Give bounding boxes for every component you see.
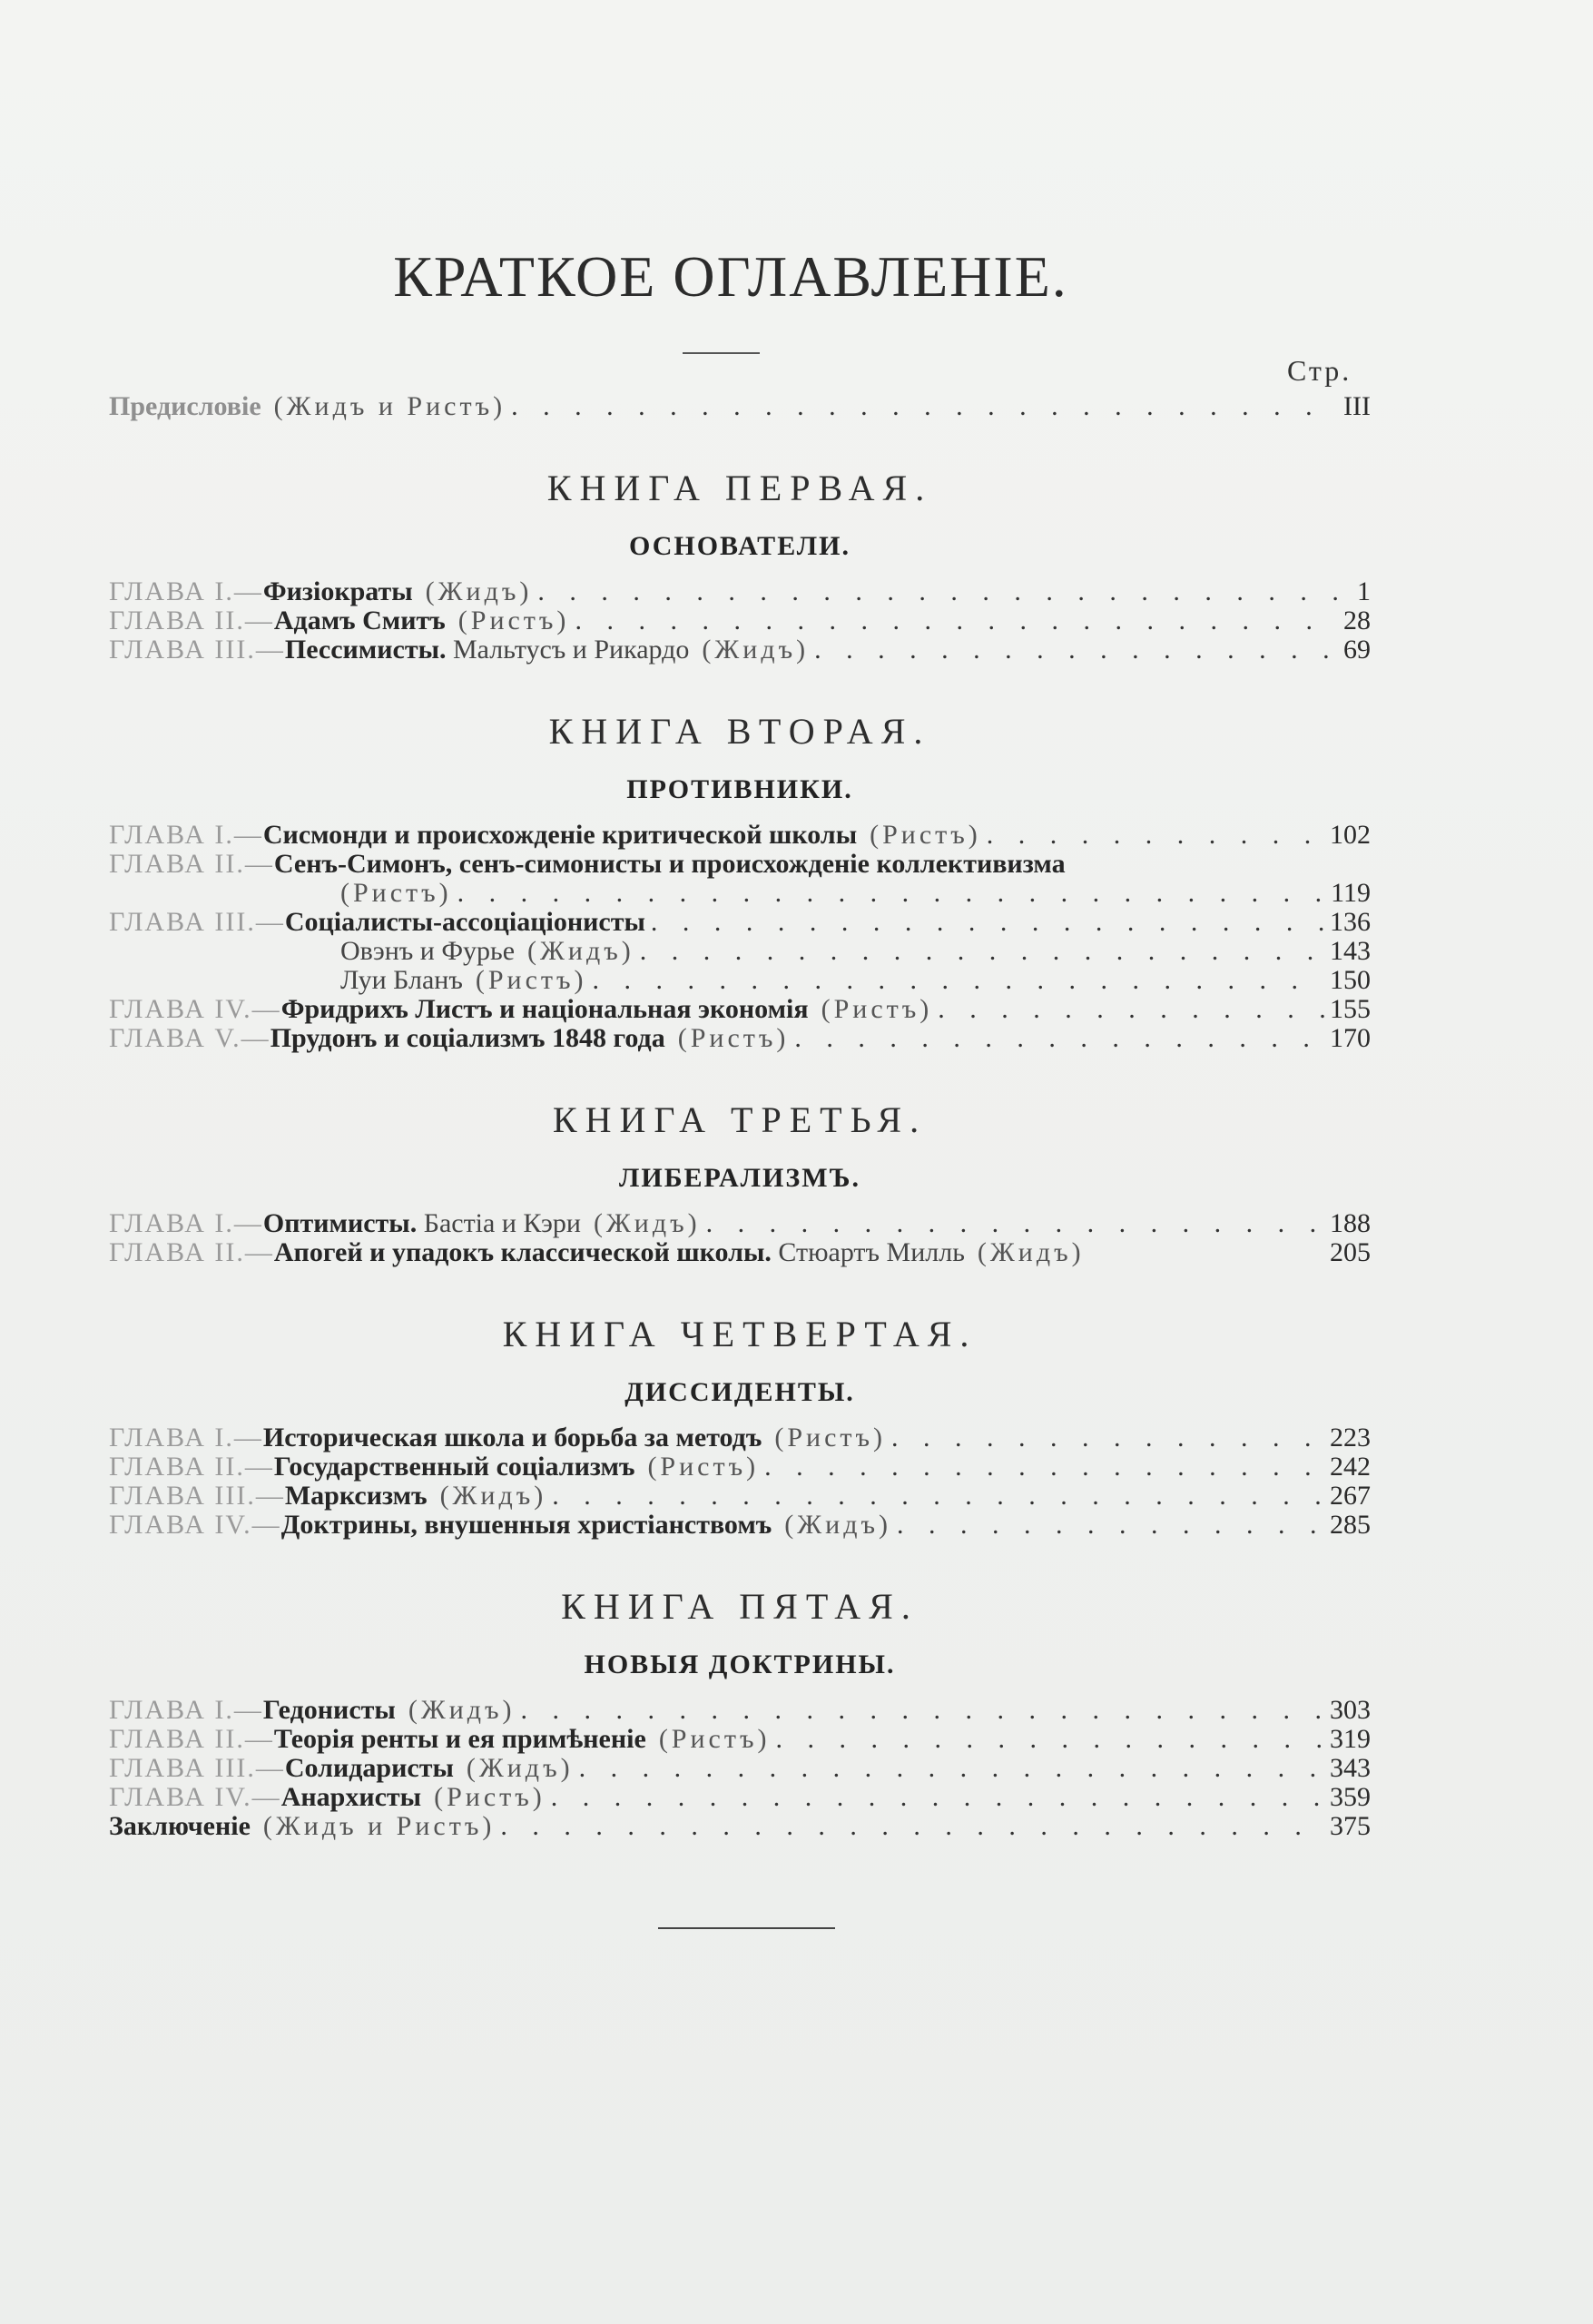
chapter-authors: (Ристъ)	[475, 965, 587, 995]
chapter-heading: Анархисты	[280, 1782, 422, 1812]
chapter-heading: Сенъ-Симонъ, сенъ-симонисты и происхожденіе коллективизма	[273, 849, 1066, 879]
leader-dots	[987, 821, 1324, 850]
chapter-prefix: ГЛАВА IV.—	[109, 1782, 281, 1812]
chapter-prefix: ГЛАВА II.—	[109, 606, 274, 635]
leader-dots	[457, 879, 1325, 908]
chapter-authors: (Жидъ)	[466, 1753, 574, 1783]
chapter-authors: (Жидъ)	[593, 1208, 701, 1238]
page-number: 136	[1330, 907, 1371, 937]
top-divider	[683, 352, 760, 354]
toc-entry	[109, 1209, 1371, 1238]
page-number: 155	[1330, 994, 1371, 1024]
chapter-prefix: ГЛАВА II.—	[109, 1452, 274, 1482]
chapter-authors: (Жидъ)	[784, 1510, 891, 1540]
book-title: КНИГА ЧЕТВЕРТАЯ.	[502, 1314, 978, 1354]
chapter-heading: Солидаристы	[284, 1753, 454, 1783]
page-number: 188	[1330, 1208, 1371, 1238]
toc-entry	[109, 1511, 1371, 1540]
page-number: 143	[1330, 936, 1371, 966]
page-number: 375	[1330, 1811, 1371, 1841]
leader-dots	[764, 1452, 1324, 1482]
leader-dots	[706, 1209, 1324, 1238]
page-number: 150	[1330, 965, 1371, 995]
page-number: 205	[1330, 1237, 1371, 1267]
chapter-prefix: ГЛАВА V.—	[109, 1023, 270, 1053]
table-of-contents	[109, 392, 1371, 1841]
page-number: 303	[1330, 1695, 1371, 1725]
chapter-subheading: Овэнъ и Фурье	[340, 936, 516, 966]
page-number: 359	[1330, 1782, 1371, 1812]
chapter-heading: Государственный соціализмъ	[273, 1452, 635, 1482]
chapter-heading: Марксизмъ	[284, 1481, 428, 1511]
leader-dots	[500, 1812, 1324, 1841]
chapter-subheading: Бастіа и Кэри	[417, 1208, 581, 1238]
toc-entry	[109, 1812, 1371, 1841]
chapter-authors: (Ристъ)	[457, 606, 570, 635]
chapter-prefix: ГЛАВА I.—	[109, 576, 263, 606]
toc-entry	[109, 908, 1371, 937]
chapter-subheading: Стюартъ Милль	[771, 1237, 965, 1267]
chapter-authors: (Ристъ)	[774, 1423, 887, 1452]
chapter-prefix: ГЛАВА III.—	[109, 1481, 285, 1511]
chapter-authors: (Ристъ)	[677, 1023, 790, 1053]
chapter-prefix: ГЛАВА II.—	[109, 849, 274, 879]
chapter-heading: Доктрины, внушенныя христіанствомъ	[280, 1510, 772, 1540]
toc-entry	[109, 1783, 1371, 1812]
page-number: 223	[1330, 1423, 1371, 1452]
page-number: 285	[1330, 1510, 1371, 1540]
chapter-heading: Пессимисты.	[284, 635, 447, 665]
chapter-heading: Историческая школа и борьба за методъ	[262, 1423, 762, 1452]
chapter-heading: Оптимисты.	[262, 1208, 418, 1238]
leader-dots	[794, 1024, 1324, 1053]
leader-dots	[775, 1725, 1324, 1754]
leader-dots	[593, 966, 1324, 995]
leader-dots	[551, 1783, 1324, 1812]
leader-dots	[579, 1754, 1324, 1783]
toc-entry	[109, 1754, 1371, 1783]
chapter-authors: (Жидъ)	[977, 1237, 1085, 1267]
preface-entry	[109, 392, 1371, 421]
chapter-prefix: ГЛАВА IV.—	[109, 1510, 281, 1540]
chapter-authors: (Жидъ)	[408, 1695, 516, 1725]
book-subtitle: ЛИБЕРАЛИЗМЪ.	[619, 1163, 860, 1193]
chapter-authors: (Жидъ)	[439, 1481, 547, 1511]
toc-entry	[109, 577, 1371, 606]
page-number: 319	[1330, 1724, 1371, 1754]
page-number: 242	[1330, 1452, 1371, 1482]
toc-entry	[109, 821, 1371, 850]
page-number: 102	[1330, 820, 1371, 850]
chapter-heading: Физіократы	[262, 576, 413, 606]
chapter-heading: Гедонисты	[262, 1695, 396, 1725]
preface-authors: (Жидъ и Ристъ)	[273, 391, 506, 421]
book-title: КНИГА ПЕРВАЯ.	[546, 468, 933, 508]
chapter-authors: (Ристъ)	[340, 878, 452, 908]
chapter-authors: (Ристъ)	[434, 1782, 546, 1812]
toc-entry	[109, 1725, 1371, 1754]
chapter-prefix: ГЛАВА IV.—	[109, 994, 281, 1024]
page-title: КРАТКОЕ ОГЛАВЛЕНІЕ.	[393, 244, 1068, 309]
chapter-prefix: ГЛАВА I.—	[109, 1423, 263, 1452]
leader-dots	[521, 1696, 1324, 1725]
preface-heading: Предисловіе	[109, 391, 261, 421]
toc-entry	[109, 635, 1371, 665]
chapter-prefix: ГЛАВА III.—	[109, 907, 285, 937]
toc-entry	[109, 606, 1371, 635]
chapter-heading: Фридрихъ Листъ и національная экономія	[280, 994, 809, 1024]
toc-entry	[109, 879, 1371, 908]
book-subtitle: ДИССИДЕНТЫ.	[624, 1377, 855, 1407]
chapter-prefix: ГЛАВА III.—	[109, 635, 285, 665]
leader-dots	[511, 392, 1338, 421]
toc-entry	[109, 850, 1371, 879]
page-number: 343	[1330, 1753, 1371, 1783]
book-subtitle: ОСНОВАТЕЛИ.	[629, 531, 851, 561]
page-column-label: Стр.	[1287, 354, 1352, 387]
toc-entry	[109, 1238, 1371, 1267]
bottom-divider	[658, 1927, 835, 1929]
page-number: 69	[1343, 635, 1371, 665]
chapter-heading: Прудонъ и соціализмъ 1848 года	[270, 1023, 665, 1053]
chapter-authors: (Ристъ)	[870, 820, 981, 850]
chapter-subheading: Мальтусъ и Рикардо	[446, 635, 690, 665]
leader-dots	[640, 937, 1324, 966]
page-number: 170	[1330, 1023, 1371, 1053]
chapter-authors: (Жидъ)	[527, 936, 634, 966]
toc-entry	[109, 1452, 1371, 1482]
book-subtitle: ПРОТИВНИКИ.	[626, 774, 853, 804]
toc-entry	[109, 1696, 1371, 1725]
chapter-heading: Заключеніе	[109, 1811, 251, 1841]
toc-entry	[109, 995, 1371, 1024]
chapter-heading: Сисмонди и происхожденіе критической школы	[262, 820, 858, 850]
book-title: КНИГА ВТОРАЯ.	[548, 711, 931, 752]
leader-dots	[552, 1482, 1324, 1511]
toc-entry	[109, 1423, 1371, 1452]
leader-dots	[814, 635, 1338, 665]
book-subtitle: НОВЫЯ ДОКТРИНЫ.	[584, 1649, 896, 1679]
chapter-authors: (Ристъ)	[658, 1724, 771, 1754]
chapter-prefix: ГЛАВА I.—	[109, 820, 263, 850]
leader-dots	[537, 577, 1352, 606]
chapter-heading: Теорія ренты и ея примѣненіе	[273, 1724, 646, 1754]
chapter-prefix: ГЛАВА I.—	[109, 1695, 263, 1725]
toc-entry	[109, 1024, 1371, 1053]
chapter-prefix: ГЛАВА I.—	[109, 1208, 263, 1238]
leader-dots	[575, 606, 1338, 635]
leader-dots	[897, 1511, 1324, 1540]
book-title: КНИГА ТРЕТЬЯ.	[552, 1099, 928, 1140]
chapter-prefix: ГЛАВА III.—	[109, 1753, 285, 1783]
leader-dots	[651, 908, 1324, 937]
chapter-authors: (Ристъ)	[821, 994, 933, 1024]
page-number: III	[1343, 391, 1371, 421]
page-number: 1	[1357, 576, 1371, 606]
leader-dots	[891, 1423, 1324, 1452]
book-title: КНИГА ПЯТАЯ.	[561, 1586, 919, 1627]
chapter-authors: (Жидъ)	[702, 635, 810, 665]
toc-entry	[109, 966, 1371, 995]
leader-dots	[938, 995, 1324, 1024]
chapter-heading: Адамъ Смитъ	[273, 606, 446, 635]
chapter-heading: Соціалисты-ассоціаціонисты	[284, 907, 645, 937]
chapter-authors: (Жидъ)	[425, 576, 533, 606]
chapter-authors: (Жидъ и Ристъ)	[262, 1811, 496, 1841]
chapter-prefix: ГЛАВА II.—	[109, 1724, 274, 1754]
chapter-authors: (Ристъ)	[647, 1452, 760, 1482]
page-number: 267	[1330, 1481, 1371, 1511]
chapter-subheading: Луи Бланъ	[340, 965, 463, 995]
page-number: 119	[1331, 878, 1371, 908]
chapter-heading: Апогей и упадокъ классической школы.	[273, 1237, 772, 1267]
toc-entry	[109, 937, 1371, 966]
toc-entry	[109, 1482, 1371, 1511]
chapter-prefix: ГЛАВА II.—	[109, 1237, 274, 1267]
page-number: 28	[1343, 606, 1371, 635]
